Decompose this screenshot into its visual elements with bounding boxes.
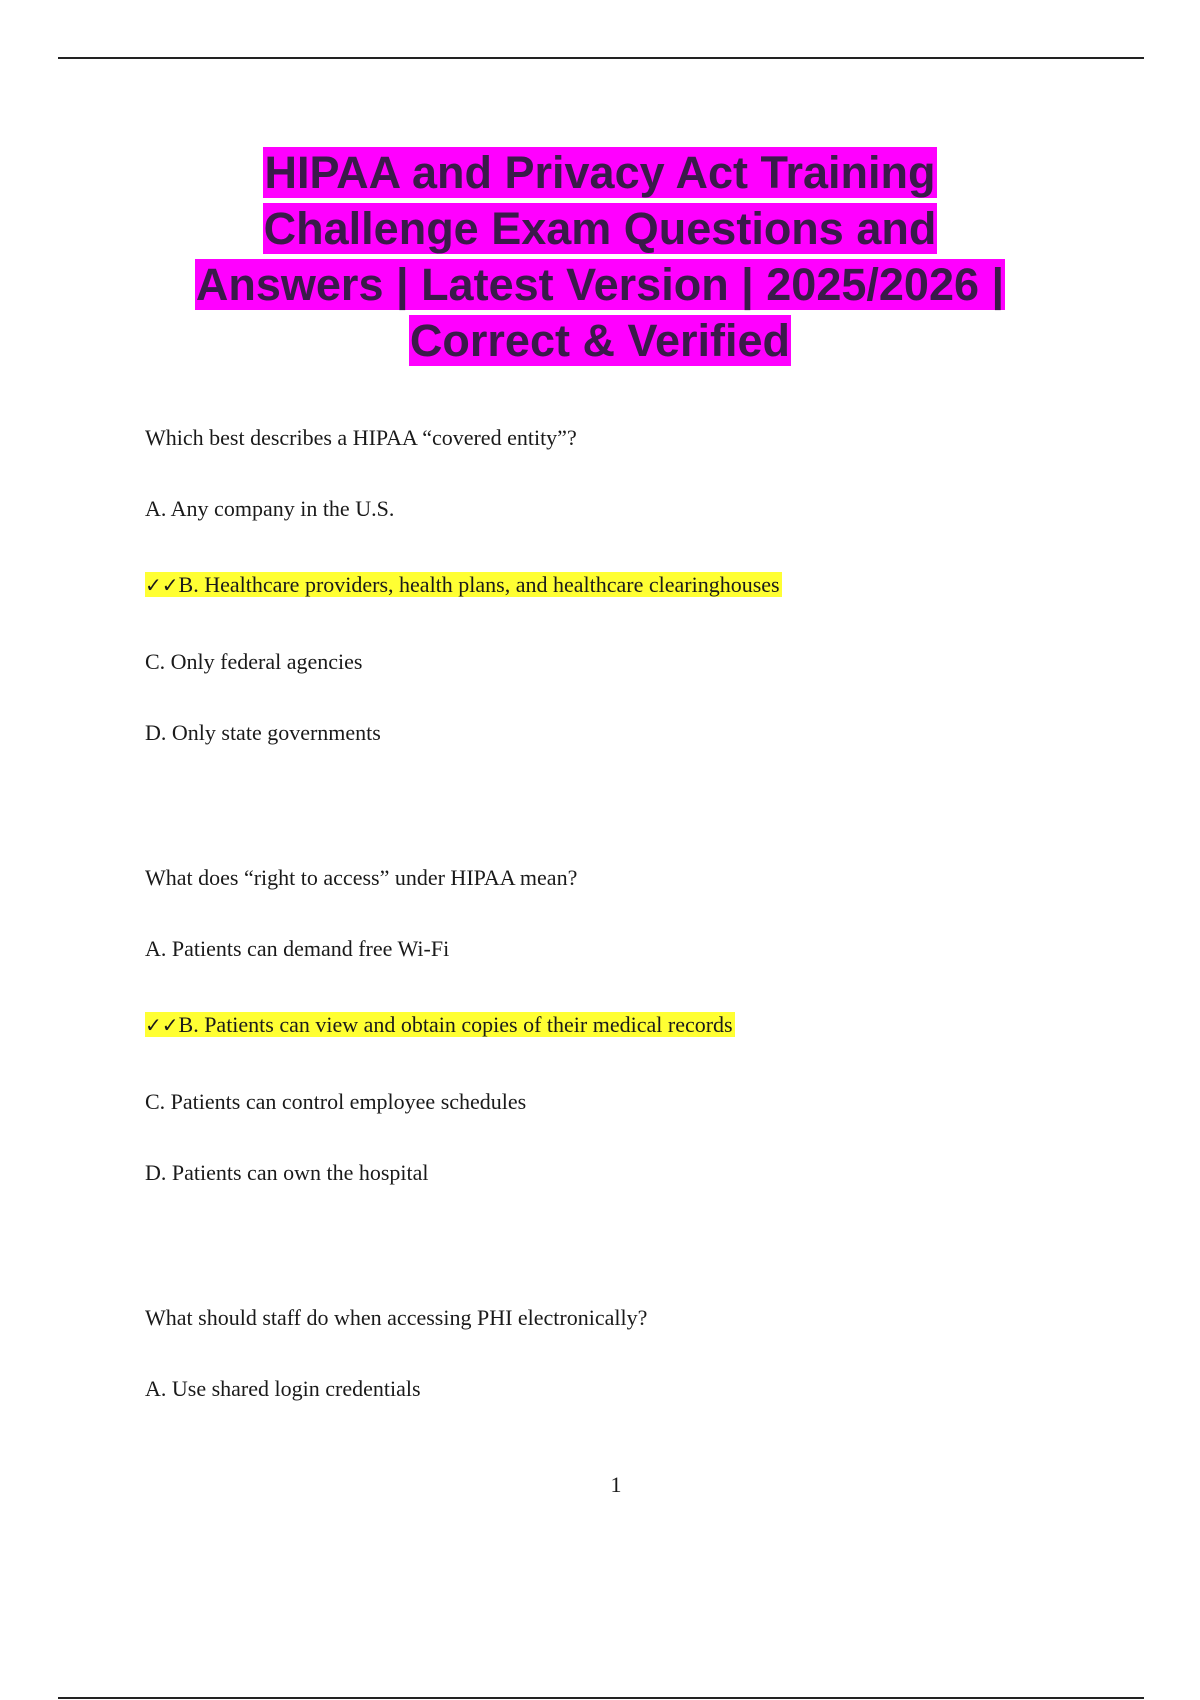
question-text: What should staff do when accessing PHI electronically? — [145, 1305, 648, 1330]
answer-text: B. Patients can view and obtain copies of their medical records — [178, 1012, 733, 1037]
title-line-2: Challenge Exam Questions and — [263, 203, 937, 254]
question-text: Which best describes a HIPAA “covered entity”? — [145, 425, 577, 450]
document-title — [100, 145, 1100, 369]
bottom-rule — [58, 1697, 1144, 1699]
title-line-1: HIPAA and Privacy Act Training — [264, 147, 936, 198]
answer-option: A. Patients can demand free Wi-Fi — [145, 936, 450, 961]
title-line-4: Correct & Verified — [409, 315, 791, 366]
answer-option: D. Patients can own the hospital — [145, 1160, 429, 1185]
top-rule — [58, 57, 1144, 59]
answer-option: C. Patients can control employee schedules — [145, 1089, 527, 1114]
double-check-icon: ✓✓ — [145, 573, 179, 597]
page-number: 1 — [610, 1472, 622, 1497]
answer-option: A. Use shared login credentials — [145, 1376, 421, 1401]
answer-text: B. Healthcare providers, health plans, and healthcare clearinghouses — [178, 572, 780, 597]
correct-answer-option — [145, 571, 782, 599]
question-text: What does “right to access” under HIPAA mean? — [145, 865, 578, 890]
answer-option: D. Only state governments — [145, 720, 381, 745]
answer-option: C. Only federal agencies — [145, 649, 363, 674]
answer-option: A. Any company in the U.S. — [145, 496, 395, 521]
correct-answer-option — [145, 1011, 735, 1039]
title-line-3: Answers | Latest Version | 2025/2026 | — [195, 259, 1005, 310]
double-check-icon: ✓✓ — [145, 1013, 179, 1037]
